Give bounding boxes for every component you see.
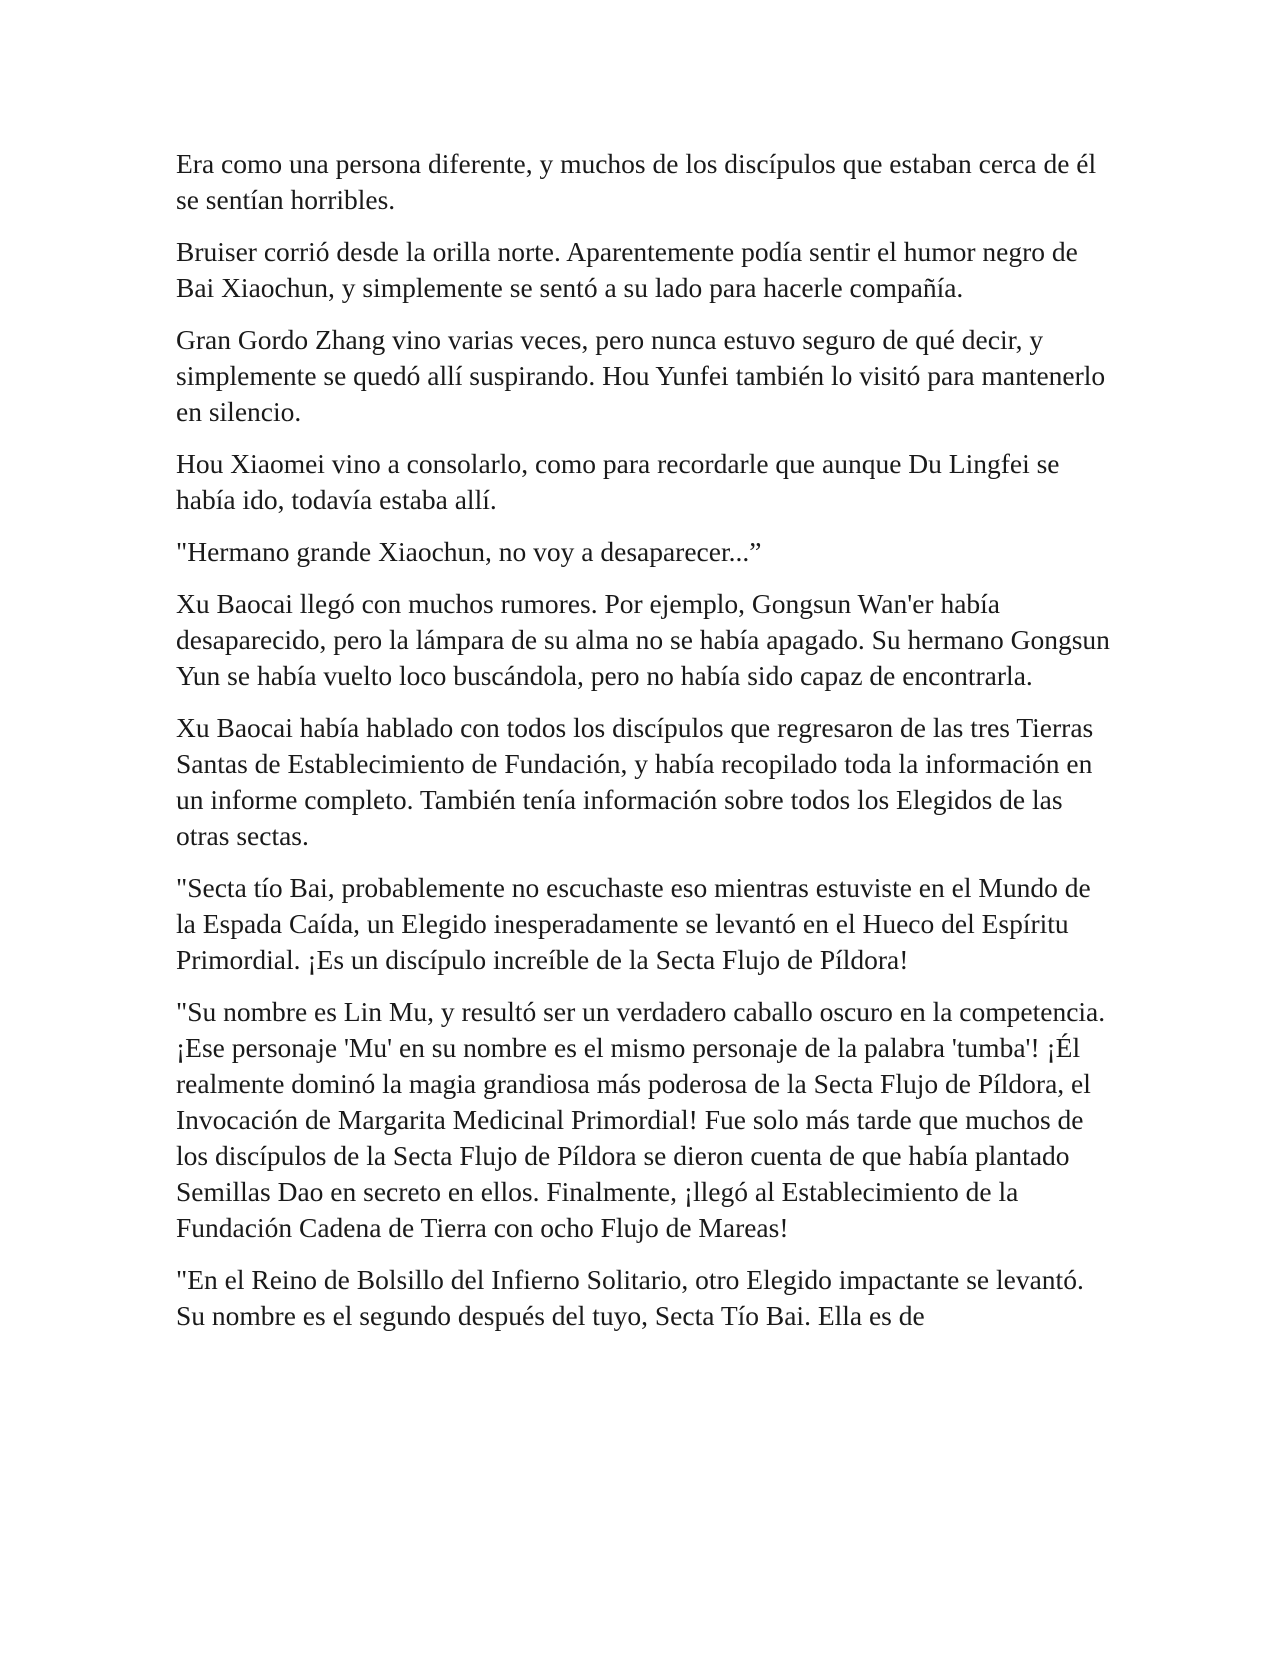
- paragraph: Hou Xiaomei vino a consolarlo, como para recordarle que aunque Du Lingfei se había ido, todavía estaba allí.: [176, 448, 1060, 515]
- paragraph: "Secta tío Bai, probablemente no escuchaste eso mientras estuviste en el Mundo de la Espada Caída, un Elegido inesperadamente se levantó en el Hueco del Espíritu Primordial. ¡Es un discípulo increíble de la Secta Flujo de Píldora!: [176, 872, 1091, 975]
- paragraph: Xu Baocai había hablado con todos los discípulos que regresaron de las tres Tierras Santas de Establecimiento de Fundación, y había recopilado toda la información en un informe completo. También tenía información sobre todos los Elegidos de las otras sectas.: [176, 712, 1094, 851]
- paragraph: Gran Gordo Zhang vino varias veces, pero nunca estuvo seguro de qué decir, y simplemente se quedó allí suspirando. Hou Yunfei también lo visitó para mantenerlo en silencio.: [176, 324, 1106, 427]
- paragraph: "Su nombre es Lin Mu, y resultó ser un verdadero caballo oscuro en la competencia. ¡Ese personaje 'Mu' en su nombre es el mismo personaje de la palabra 'tumba'! ¡Él realmente dominó la magia grandiosa más poderosa de la Secta Flujo de Píldora, el Invocación de Margarita Medicinal Primordial! Fue solo más tarde que muchos de los discípulos de la Secta Flujo de Píldora se dieron cuenta de que había plantado Semillas Dao en secreto en ellos. Finalmente, ¡llegó al Establecimiento de la Fundación Cadena de Tierra con ocho Flujo de Mareas!: [176, 996, 1106, 1243]
- paragraph: Bruiser corrió desde la orilla norte. Aparentemente podía sentir el humor negro de Bai Xiaochun, y simplemente se sentó a su lado para hacerle compañía.: [176, 236, 1078, 303]
- paragraph: Era como una persona diferente, y muchos de los discípulos que estaban cerca de él se sentían horribles.: [176, 148, 1097, 215]
- document-body: [176, 146, 1111, 1350]
- paragraph: "En el Reino de Bolsillo del Infierno Solitario, otro Elegido impactante se levantó. Su nombre es el segundo después del tuyo, Secta Tío Bai. Ella es de: [176, 1264, 1084, 1331]
- paragraph: Xu Baocai llegó con muchos rumores. Por ejemplo, Gongsun Wan'er había desaparecido, pero la lámpara de su alma no se había apagado. Su hermano Gongsun Yun se había vuelto loco buscándola, pero no había sido capaz de encontrarla.: [176, 588, 1110, 691]
- paragraph: "Hermano grande Xiaochun, no voy a desaparecer...”: [176, 536, 762, 567]
